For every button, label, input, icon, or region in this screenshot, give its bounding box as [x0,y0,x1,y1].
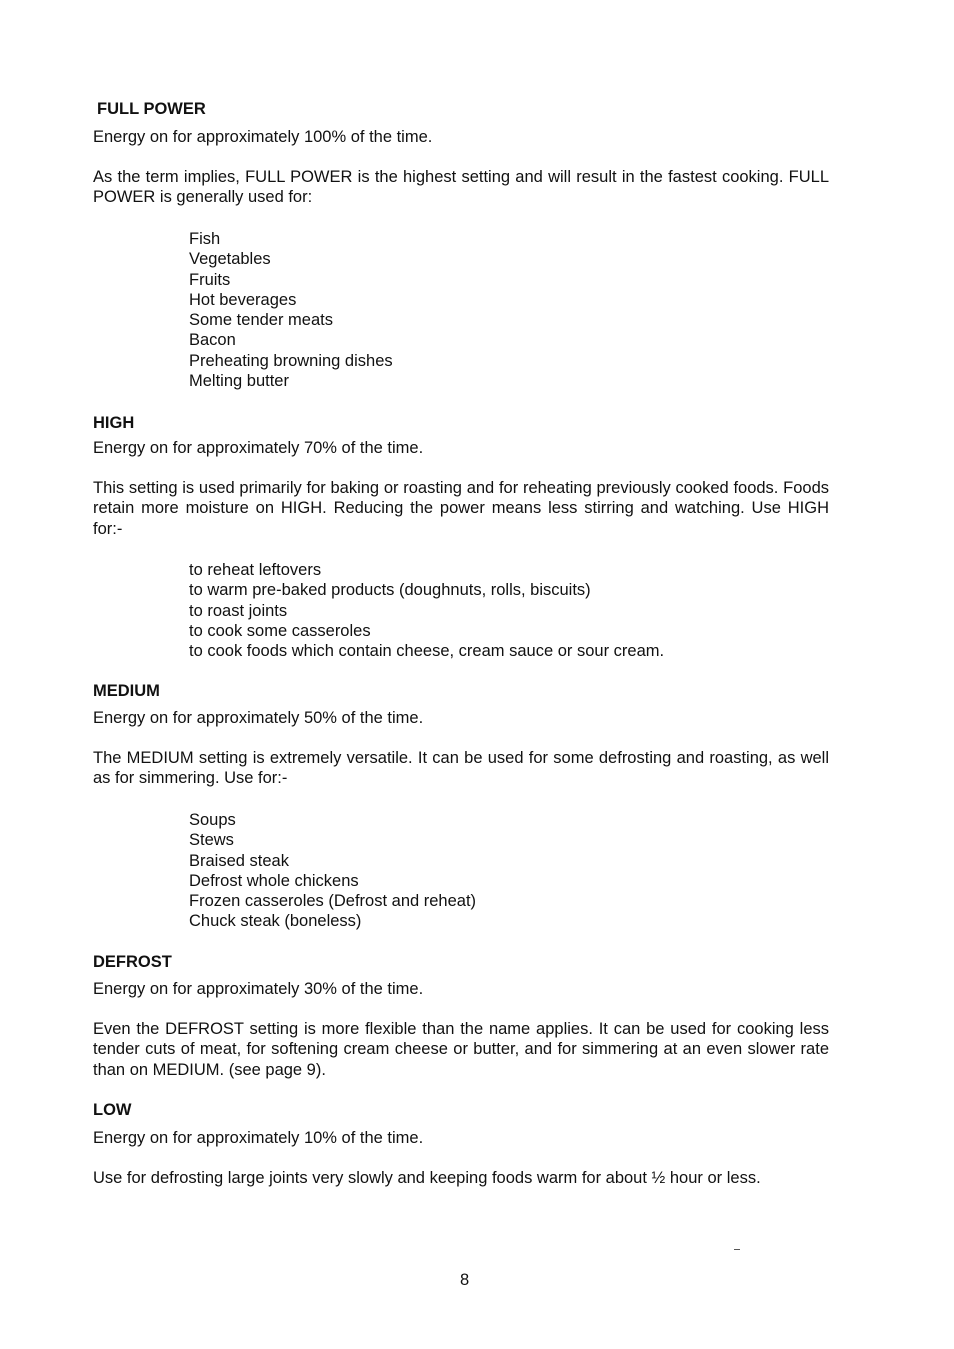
energy-text-full-power: Energy on for approximately 100% of the time. [93,128,433,146]
list-high [189,560,664,661]
page-number: 8 [460,1271,470,1289]
list-item: Fish [189,230,221,248]
energy-text-defrost: Energy on for approximately 30% of the time. [93,980,424,998]
description-medium: The MEDIUM setting is extremely versatile. It can be used for some defrosting and roasting, as well as for simmering. Use for:- [93,749,829,788]
list-item: Soups [189,811,236,829]
list-item: Vegetables [189,250,271,269]
list-item: to roast joints [189,601,288,620]
list-item: to cook foods which contain cheese, cream sauce or sour cream. [189,642,665,660]
section-heading-high: HIGH [93,414,135,432]
energy-text-medium: Energy on for approximately 50% of the time. [93,709,424,727]
list-item: Hot beverages [189,290,297,309]
list-medium [189,810,476,932]
list-item: Defrost whole chickens [189,871,359,890]
list-item: to warm pre-baked products (doughnuts, rolls, biscuits) [189,581,591,600]
description-defrost: Even the DEFROST setting is more flexible than the name applies. It can be used for cooking less tender cuts of meat, for softening cream cheese or butter, and for simmering at an even slower rate than on MEDIUM. (see page 9). [93,1020,829,1079]
section-heading-defrost: DEFROST [93,953,172,971]
list-item: Melting butter [189,371,289,390]
section-heading-full-power: FULL POWER [97,100,206,118]
list-full-power [189,229,393,391]
section-heading-medium: MEDIUM [93,682,160,700]
description-low: Use for defrosting large joints very slowly and keeping foods warm for about ½ hour or less. [93,1169,761,1187]
list-item: Frozen casseroles (Defrost and reheat) [189,892,477,910]
section-heading-low: LOW [93,1101,132,1119]
list-item: to cook some casseroles [189,621,371,640]
list-item: Fruits [189,270,231,289]
energy-text-low: Energy on for approximately 10% of the time. [93,1129,424,1147]
list-item: to reheat leftovers [189,561,322,579]
list-item: Stews [189,831,234,850]
list-item: Chuck steak (boneless) [189,912,362,931]
scan-mark [734,1249,740,1250]
list-item: Braised steak [189,851,289,870]
list-item: Some tender meats [189,311,333,329]
energy-text-high: Energy on for approximately 70% of the time. [93,439,424,457]
list-item: Preheating browning dishes [189,351,393,370]
list-item: Bacon [189,331,236,350]
description-high: This setting is used primarily for baking or roasting and for reheating previously cooked foods. Foods retain more moisture on HIGH. Reducing the power means less stirring and watching. Use HIGH for:- [93,479,829,538]
description-full-power: As the term implies, FULL POWER is the highest setting and will result in the fastest cooking. FULL POWER is generally used for: [93,168,829,207]
